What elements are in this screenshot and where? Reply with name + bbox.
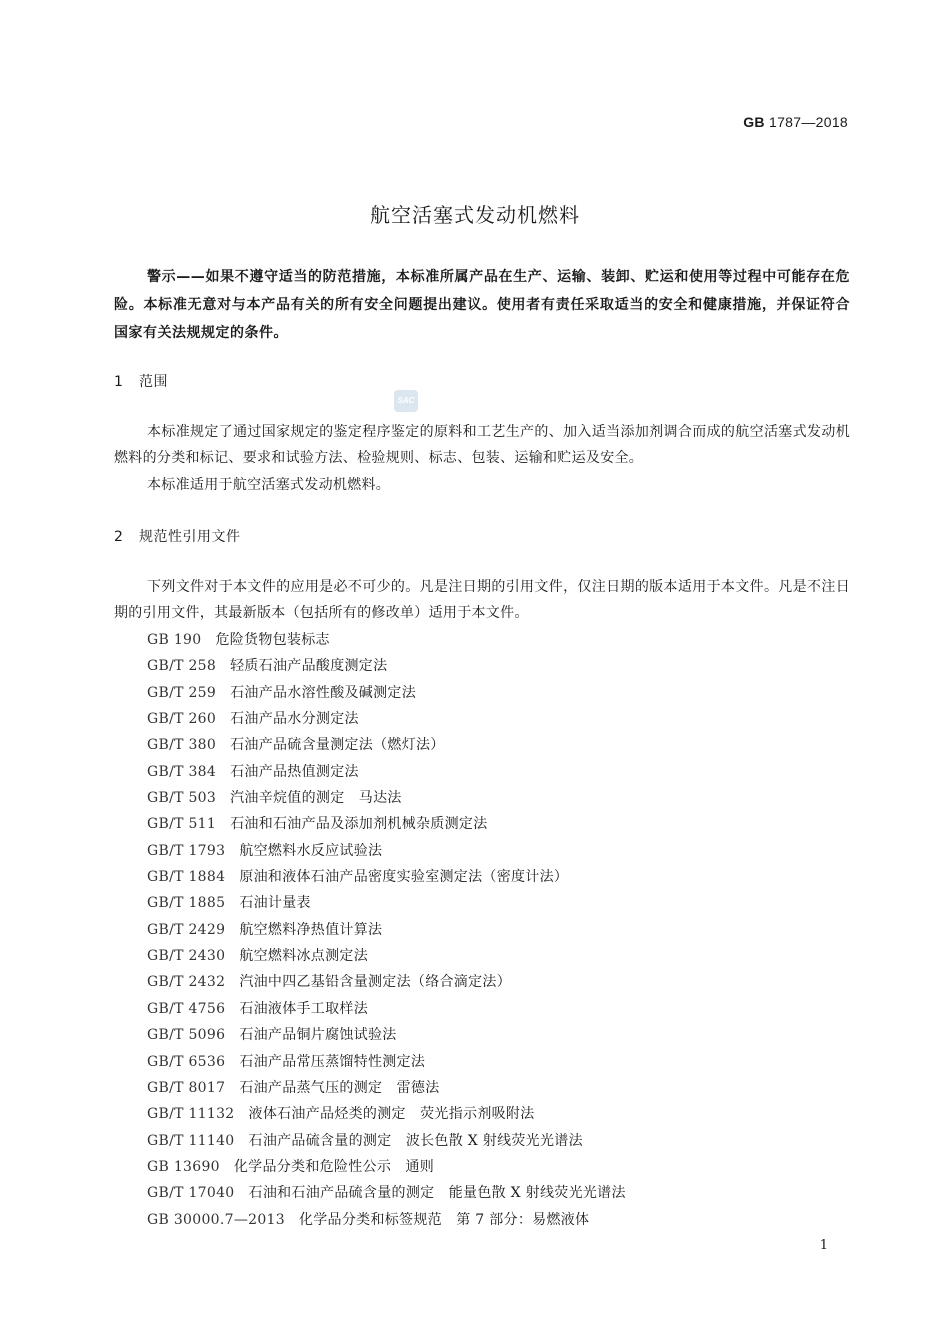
reference-item: [147, 732, 847, 758]
reference-code: GB/T 259: [147, 684, 217, 701]
sac-watermark-logo: [394, 390, 418, 412]
reference-title: 石油计量表: [239, 895, 311, 912]
reference-title: 航空燃料冰点测定法: [239, 948, 369, 965]
reference-code: GB/T 1884: [147, 869, 226, 886]
section-1-paragraph-1: 本标准规定了通过国家规定的鉴定程序鉴定的原料和工艺生产的、加入适当添加剂调合而成的航空活塞式发动机燃料的分类和标记、要求和试验方法、检验规则、标志、包装、运输和贮运及安全。: [114, 424, 850, 466]
reference-title: 石油产品水分测定法: [230, 711, 359, 728]
reference-item: [147, 1207, 847, 1233]
reference-item: [147, 890, 847, 916]
reference-title: 航空燃料水反应试验法: [239, 842, 383, 859]
reference-item: [147, 1049, 847, 1075]
reference-code: GB/T 260: [147, 711, 217, 728]
reference-item: [147, 1180, 847, 1206]
reference-code: GB/T 4756: [147, 1000, 226, 1017]
reference-code: GB/T 258: [147, 658, 217, 675]
reference-item: [147, 943, 847, 969]
page-number: 1: [819, 1238, 828, 1253]
reference-title: 化学品分类和危险性公示 通则: [233, 1158, 435, 1175]
reference-item: [147, 1022, 847, 1048]
reference-title: 石油产品铜片腐蚀试验法: [239, 1027, 397, 1044]
reference-item: [147, 1101, 847, 1127]
section-2-number: 2: [114, 529, 124, 545]
reference-code: GB/T 6536: [147, 1053, 226, 1070]
reference-code: GB/T 1885: [147, 895, 226, 912]
reference-title: 石油产品硫含量的测定 波长色散 X 射线荧光光谱法: [248, 1132, 583, 1149]
reference-item: [147, 917, 847, 943]
reference-code: GB/T 1793: [147, 842, 226, 859]
reference-title: 化学品分类和标签规范 第 7 部分：易燃液体: [298, 1211, 590, 1228]
reference-code: GB/T 380: [147, 737, 217, 754]
reference-code: GB/T 2430: [147, 948, 226, 965]
document-title: 航空活塞式发动机燃料: [370, 203, 580, 227]
section-1-heading: [114, 371, 168, 391]
reference-item: [147, 680, 847, 706]
reference-title: 原油和液体石油产品密度实验室测定法（密度计法）: [239, 869, 569, 886]
reference-item: [147, 811, 847, 837]
reference-item: [147, 627, 847, 653]
reference-code: GB/T 5096: [147, 1027, 226, 1044]
reference-title: 石油产品硫含量测定法（燃灯法）: [230, 737, 445, 754]
section-2-paragraph-1: 下列文件对于本文件的应用是必不可少的。凡是注日期的引用文件，仅注日期的版本适用于本文件。凡是不注日期的引用文件，其最新版本（包括所有的修改单）适用于本文件。: [114, 579, 850, 621]
reference-item: [147, 653, 847, 679]
reference-title: 石油产品常压蒸馏特性测定法: [239, 1053, 426, 1070]
reference-item: [147, 706, 847, 732]
reference-item: [147, 996, 847, 1022]
reference-code: GB/T 17040: [147, 1185, 235, 1202]
reference-item: [147, 1075, 847, 1101]
reference-code: GB/T 2429: [147, 921, 226, 938]
reference-code: GB/T 503: [147, 790, 217, 807]
reference-item: [147, 864, 847, 890]
reference-code: GB/T 511: [147, 816, 217, 833]
reference-code: GB/T 8017: [147, 1079, 226, 1096]
reference-title: 石油和石油产品硫含量的测定 能量色散 X 射线荧光光谱法: [248, 1185, 626, 1202]
reference-title: 石油产品蒸气压的测定 雷德法: [239, 1079, 440, 1096]
reference-title: 石油产品热值测定法: [230, 763, 359, 780]
reference-code: GB 13690: [147, 1158, 220, 1175]
reference-title: 汽油中四乙基铅含量测定法（络合滴定法）: [239, 974, 512, 991]
reference-title: 汽油辛烷值的测定 马达法: [230, 790, 402, 807]
reference-code: GB 30000.7—2013: [147, 1211, 285, 1228]
reference-item: [147, 785, 847, 811]
section-1-paragraph-2: 本标准适用于航空活塞式发动机燃料。: [147, 477, 391, 493]
sac-watermark-text: SAC: [397, 396, 415, 405]
section-1-number: 1: [114, 374, 124, 390]
reference-code: GB/T 2432: [147, 974, 226, 991]
reference-title: 石油液体手工取样法: [239, 1000, 369, 1017]
reference-title: 危险货物包装标志: [215, 632, 330, 648]
standard-code: 1787—2018: [769, 114, 848, 130]
reference-item: [147, 1154, 847, 1180]
section-2-title: 规范性引用文件: [139, 529, 241, 545]
reference-code: GB/T 384: [147, 763, 217, 780]
standard-prefix: GB: [743, 114, 765, 130]
reference-title: 石油产品水溶性酸及碱测定法: [230, 684, 417, 701]
reference-item: [147, 838, 847, 864]
reference-item: [147, 759, 847, 785]
reference-code: GB/T 11132: [147, 1106, 235, 1123]
reference-title: 轻质石油产品酸度测定法: [230, 658, 388, 675]
standard-number: [743, 114, 848, 130]
section-1-title: 范围: [139, 374, 168, 390]
warning-paragraph: 警示——如果不遵守适当的防范措施，本标准所属产品在生产、运输、装卸、贮运和使用等过程中可能存在危险。本标准无意对与本产品有关的所有安全问题提出建议。使用者有责任采取适当的安全和健康措施，并保证符合国家有关法规规定的条件。: [114, 269, 850, 341]
reference-code: GB 190: [147, 632, 202, 648]
reference-title: 石油和石油产品及添加剂机械杂质测定法: [230, 816, 488, 833]
reference-title: 航空燃料净热值计算法: [239, 921, 383, 938]
reference-title: 液体石油产品烃类的测定 荧光指示剂吸附法: [248, 1106, 535, 1123]
reference-code: GB/T 11140: [147, 1132, 235, 1149]
reference-item: [147, 969, 847, 995]
reference-item: [147, 1128, 847, 1154]
normative-references-list: [147, 627, 847, 1233]
section-2-heading: [114, 526, 241, 546]
